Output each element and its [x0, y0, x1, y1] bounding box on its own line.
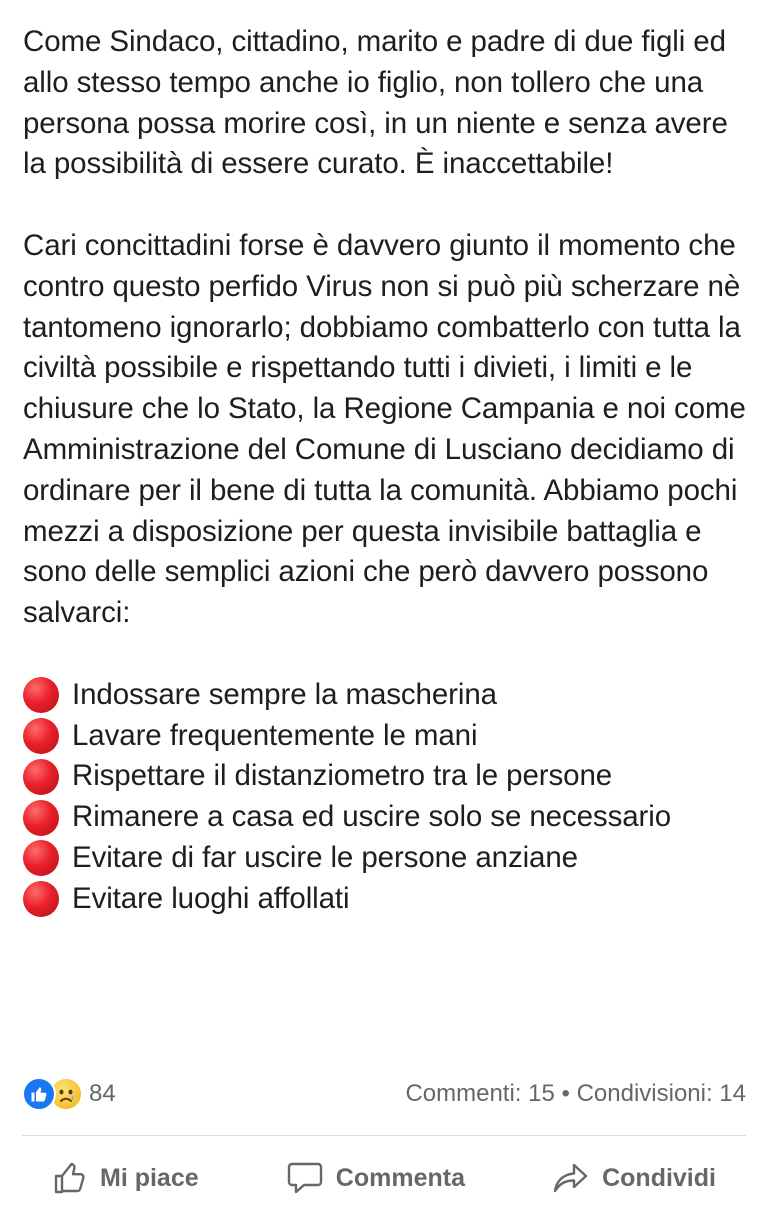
bullet-text: Rimanere a casa ed uscire solo se necessario — [72, 800, 672, 834]
list-item — [23, 756, 758, 797]
reactions-bar — [22, 1076, 746, 1112]
like-icon — [22, 1077, 56, 1111]
share-label: Condividi — [602, 1163, 716, 1192]
red-circle-icon — [23, 759, 59, 795]
bullet-text: Indossare sempre la mascherina — [72, 677, 497, 711]
paragraph-spacer — [23, 634, 758, 675]
bullet-text: Evitare luoghi affollati — [72, 881, 350, 915]
list-item — [23, 797, 758, 838]
red-circle-icon — [23, 677, 59, 713]
paragraph-spacer — [23, 185, 758, 226]
post-paragraph: Cari concittadini forse è davvero giunto il momento che contro questo perfido Virus non si può più scherzare nè tantomeno ignorarlo; dobbiamo combatterlo con tutta la civiltà possibile e rispettando tutti i divieti, i limiti e le chiusure che lo Stato, la Regione Campania e noi come Amministrazione del Comune di Lusciano decidiamo di ordinare per il bene di tutta la comunità. Abbiamo pochi mezzi a disposizione per questa invisibile battaglia e sono delle semplici azioni che però davvero possono salvarci: — [23, 228, 746, 630]
comment-icon — [286, 1160, 324, 1196]
post-body — [23, 22, 758, 920]
red-circle-icon — [23, 881, 59, 917]
share-button[interactable] — [522, 1150, 746, 1206]
thumbs-up-icon — [52, 1160, 88, 1196]
bullet-text: Rispettare il distanziometro tra le persone — [72, 759, 613, 793]
reactions-summary[interactable] — [22, 1077, 116, 1111]
red-circle-icon — [23, 718, 59, 754]
like-label: Mi piace — [100, 1163, 199, 1192]
bullet-list — [23, 675, 758, 920]
comment-label: Commenta — [335, 1163, 465, 1192]
comment-button[interactable] — [256, 1150, 495, 1206]
list-item — [23, 675, 758, 716]
share-icon — [552, 1160, 590, 1196]
like-button[interactable] — [22, 1150, 229, 1206]
list-item — [23, 716, 758, 757]
post-actions — [22, 1150, 746, 1206]
list-item — [23, 879, 758, 920]
red-circle-icon — [23, 800, 59, 836]
divider — [22, 1135, 746, 1136]
bullet-text: Evitare di far uscire le persone anziane — [72, 840, 578, 874]
post-paragraph: Come Sindaco, cittadino, marito e padre di due figli ed allo stesso tempo anche io figlio, non tollero che una persona possa morire così, in un niente e senza avere la possibilità di essere curato. È inaccettabile! — [23, 25, 728, 181]
bullet-text: Lavare frequentemente le mani — [72, 718, 478, 752]
red-circle-icon — [23, 840, 59, 876]
list-item — [23, 838, 758, 879]
reaction-count[interactable]: 84 — [89, 1080, 116, 1107]
comments-shares-stats[interactable]: Commenti: 15 • Condivisioni: 14 — [405, 1080, 746, 1107]
